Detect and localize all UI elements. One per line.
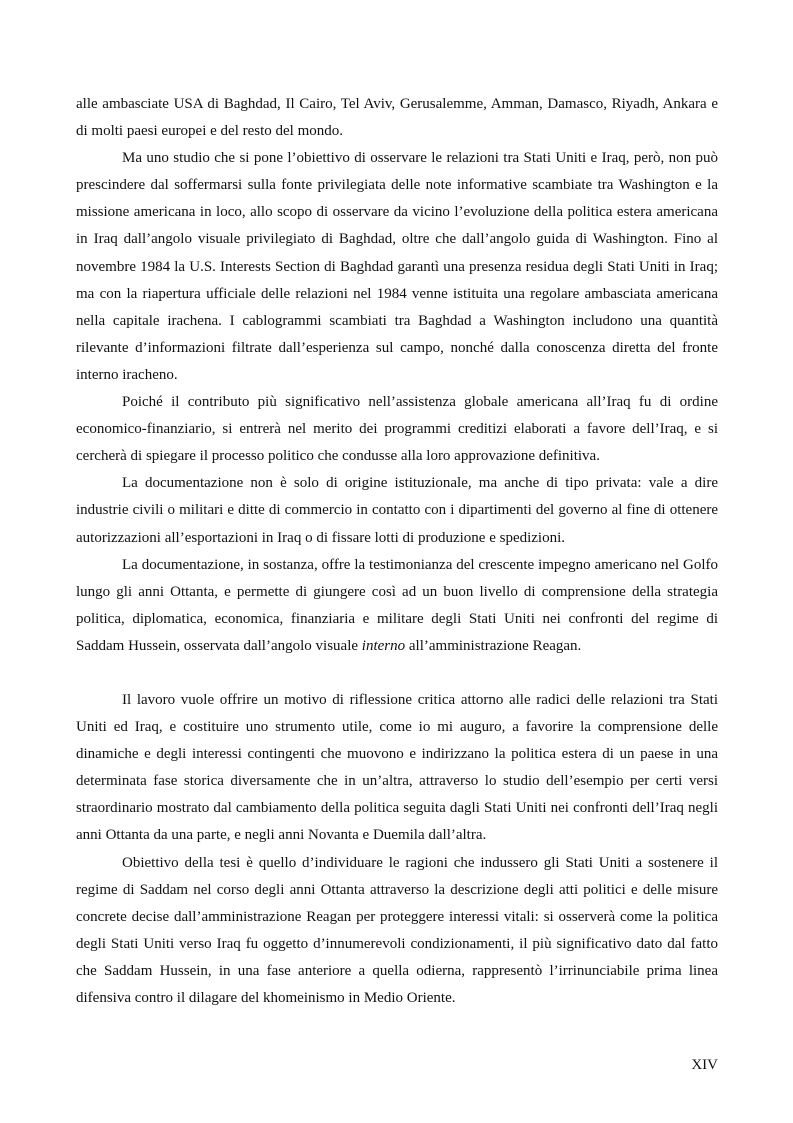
paragraph-1: alle ambasciate USA di Baghdad, Il Cairo, Tel Aviv, Gerusalemme, Amman, Damasco, Riyadh, Ankara e di molti paesi europei e del resto del mondo. (76, 96, 718, 140)
paragraph-7: Obiettivo della tesi è quello d’individuare le ragioni che indussero gli Stati Uniti a sostenere il regime di Saddam nel corso degli anni Ottanta attraverso la descrizione degli atti politici e delle misure concrete decise dall’amministrazione Reagan per proteggere interessi vitali: si osserverà come la politica degli Stati Uniti verso Iraq fu oggetto d’innumerevoli condizionamenti, il più significativo dato dal fatto che Saddam Hussein, in una fase anteriore a quella odierna, rappresentò l’irrinunciabile prima linea difensiva contro il dilagare del khomeinismo in Medio Oriente. (76, 854, 718, 1006)
paragraph-6: Il lavoro vuole offrire un motivo di riflessione critica attorno alle radici delle relazioni tra Stati Uniti ed Iraq, e costituire uno strumento utile, come io mi auguro, a favorire la comprensione delle dinamiche e degli interessi contingenti che muovono e indirizzano la politica estera di un paese in una determinata fase storica diversamente che in un’altra, attraverso lo studio dell’esempio per certi versi straordinario mostrato dal cambiamento della politica seguita dagli Stati Uniti nei confronti dell’Iraq negli anni Ottanta da una parte, e negli anni Novanta e Duemila dall’altra. (76, 691, 718, 844)
paragraph-3: Poiché il contributo più significativo nell’assistenza globale americana all’Iraq fu di ordine economico-finanziario, si entrerà nel merito dei programmi creditizi elaborati a favore dell’Iraq, e si cercherà di spiegare il processo politico che condusse alla loro approvazione definitiva. (76, 394, 718, 465)
paragraph-2: Ma uno studio che si pone l’obiettivo di osservare le relazioni tra Stati Uniti e Iraq, però, non può prescindere dal soffermarsi sulla fonte privilegiata delle note informative scambiate tra Washington e la missione americana in loco, allo scopo di osservare da vicino l’evoluzione della politica estera americana in Iraq dall’angolo visuale privilegiato di Baghdad, oltre che dall’angolo guida di Washington. Fino al novembre 1984 la U.S. Interests Section di Baghdad garantì una presenza residua degli Stati Uniti in Iraq; ma con la riapertura ufficiale delle relazioni nel 1984 venne istituita una regolare ambasciata americana nella capitale irachena. I cablogrammi scambiati tra Baghdad a Washington includono una quantità rilevante d’informazioni filtrate dall’esperienza sul campo, nonché dalla conoscenza diretta del fronte interno iracheno. (76, 150, 718, 383)
paragraph-5-text-after: all’amministrazione Reagan. (405, 637, 582, 654)
document-page (76, 91, 718, 1012)
paragraph-4: La documentazione non è solo di origine istituzionale, ma anche di tipo privata: vale a dire industrie civili o militari e ditte di commercio in contatto con i dipartimenti del governo al fine di ottenere autorizzazioni all’esportazioni in Iraq o di fissare lotti di produzione e spedizioni. (76, 475, 718, 546)
page-number: XIV (691, 1057, 718, 1073)
paragraph-5-emphasis: interno (361, 637, 406, 654)
section-gap (76, 660, 718, 687)
paragraph-5-text-before: La documentazione, in sostanza, offre la testimonianza del crescente impegno americano nel Golfo lungo gli anni Ottanta, e permette di giungere così ad un buon livello di comprensione della strategia politica, diplomatica, economica, finanziaria e militare degli Stati Uniti nei confronti del regime di Saddam Hussein, osservata dall’angolo visuale (76, 556, 718, 654)
paragraph-5 (76, 552, 718, 660)
